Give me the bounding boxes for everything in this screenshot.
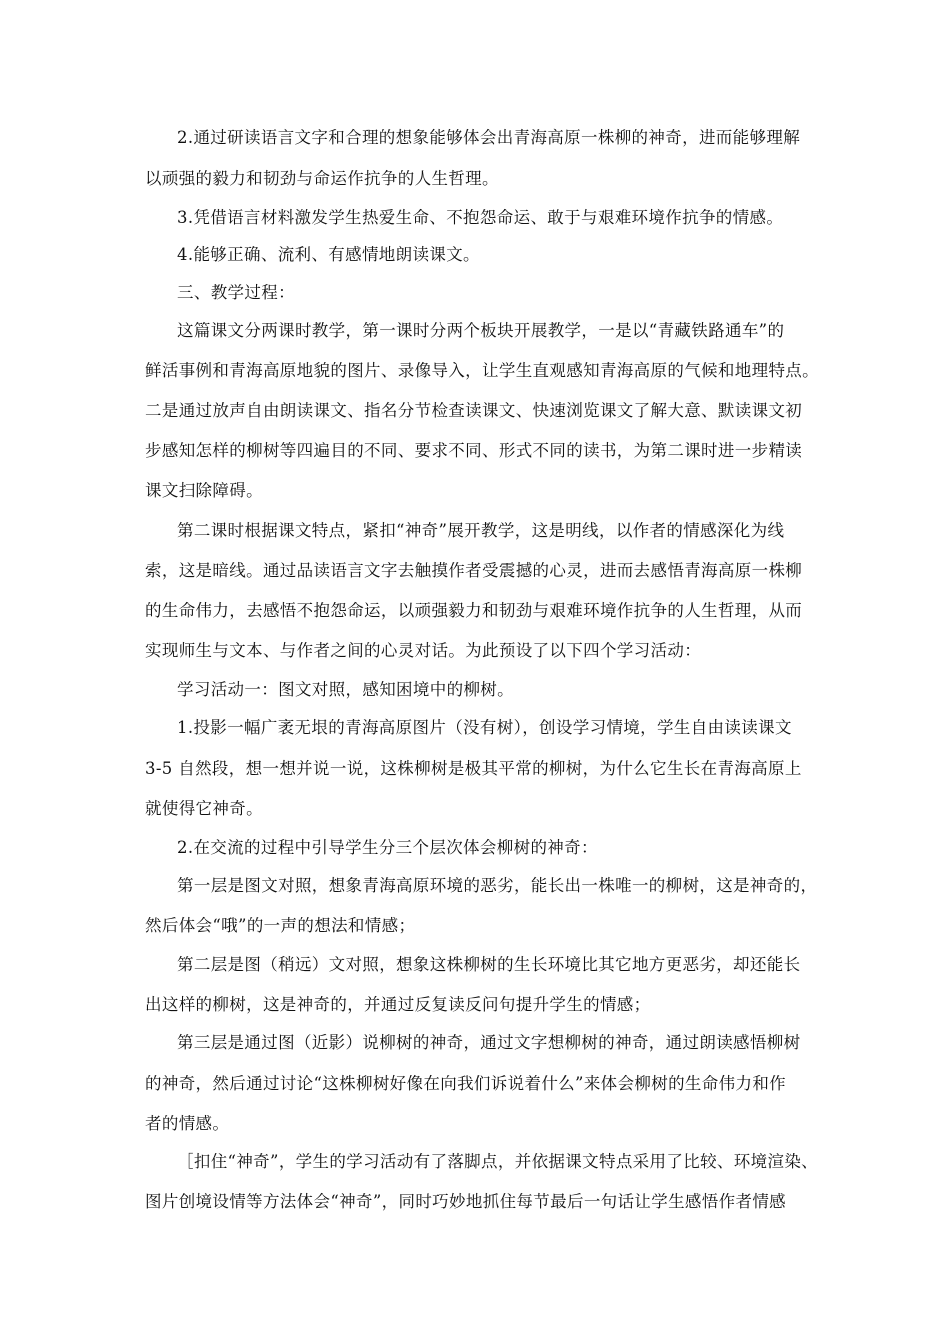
- paragraph-line: 索，这是暗线。通过品读语言文字去触摸作者受震撼的心灵，进而去感悟青海高原一株柳: [145, 561, 803, 580]
- paragraph-line: 然后体会“哦”的一声的想法和情感；: [145, 916, 416, 935]
- paragraph-line: 这篇课文分两课时教学，第一课时分两个板块开展教学，一是以“青藏铁路通车”的: [177, 321, 785, 340]
- paragraph-line: 2.通过研读语言文字和合理的想象能够体会出青海高原一株柳的神奇，进而能够理解: [177, 128, 801, 147]
- paragraph-line: 的神奇，然后通过讨论“这株柳树好像在向我们诉说着什么”来体会柳树的生命伟力和作: [145, 1074, 787, 1093]
- paragraph-line: 课文扫除障碍。: [145, 481, 263, 500]
- paragraph-line: 第二层是图（稍远）文对照，想象这株柳树的生长环境比其它地方更恶劣，却还能长: [177, 955, 801, 974]
- paragraph-line: 的生命伟力，去感悟不抱怨命运，以顽强毅力和韧劲与艰难环境作抗争的人生哲理，从而: [145, 601, 803, 620]
- paragraph-line: 图片创境设情等方法体会“神奇”，同时巧妙地抓住每节最后一句话让学生感悟作者情感: [145, 1192, 787, 1211]
- paragraph-line: 3-5 自然段，想一想并说一说，这株柳树是极其平常的柳树，为什么它生长在青海高原上: [145, 759, 802, 778]
- paragraph-line: 1.投影一幅广袤无垠的青海高原图片（没有树），创设学习情境，学生自由读读课文: [177, 718, 792, 737]
- paragraph-line: ［扣住“神奇”，学生的学习活动有了落脚点，并依据课文特点采用了比较、环境渲染、: [177, 1152, 819, 1171]
- paragraph-line: 就使得它神奇。: [145, 799, 263, 818]
- paragraph-line: 3.凭借语言材料激发学生热爱生命、不抱怨命运、敢于与艰难环境作抗争的情感。: [177, 208, 784, 227]
- paragraph-line: 二是通过放声自由朗读课文、指名分节检查读课文、快速浏览课文了解大意、默读课文初: [145, 401, 803, 420]
- paragraph-line: 出这样的柳树，这是神奇的，并通过反复读反问句提升学生的情感；: [145, 995, 651, 1014]
- paragraph-line: 鲜活事例和青海高原地貌的图片、录像导入，让学生直观感知青海高原的气候和地理特点。: [145, 361, 819, 380]
- section-heading: 三、教学过程：: [177, 283, 295, 302]
- paragraph-line: 学习活动一：图文对照，感知困境中的柳树。: [177, 680, 514, 699]
- paragraph-line: 以顽强的毅力和韧劲与命运作抗争的人生哲理。: [145, 169, 499, 188]
- paragraph-line: 者的情感。: [145, 1114, 230, 1133]
- paragraph-line: 第一层是图文对照，想象青海高原环境的恶劣，能长出一株唯一的柳树，这是神奇的，: [177, 876, 818, 895]
- paragraph-line: 第二课时根据课文特点，紧扣“神奇”展开教学，这是明线，以作者的情感深化为线: [177, 521, 785, 540]
- paragraph-line: 步感知怎样的柳树等四遍目的不同、要求不同、形式不同的读书，为第二课时进一步精读: [145, 441, 803, 460]
- paragraph-line: 实现师生与文本、与作者之间的心灵对话。为此预设了以下四个学习活动：: [145, 641, 702, 660]
- paragraph-line: 4.能够正确、流利、有感情地朗读课文。: [177, 245, 480, 264]
- paragraph-line: 2.在交流的过程中引导学生分三个层次体会柳树的神奇：: [177, 838, 598, 857]
- paragraph-line: 第三层是通过图（近影）说柳树的神奇，通过文字想柳树的神奇，通过朗读感悟柳树: [177, 1033, 801, 1052]
